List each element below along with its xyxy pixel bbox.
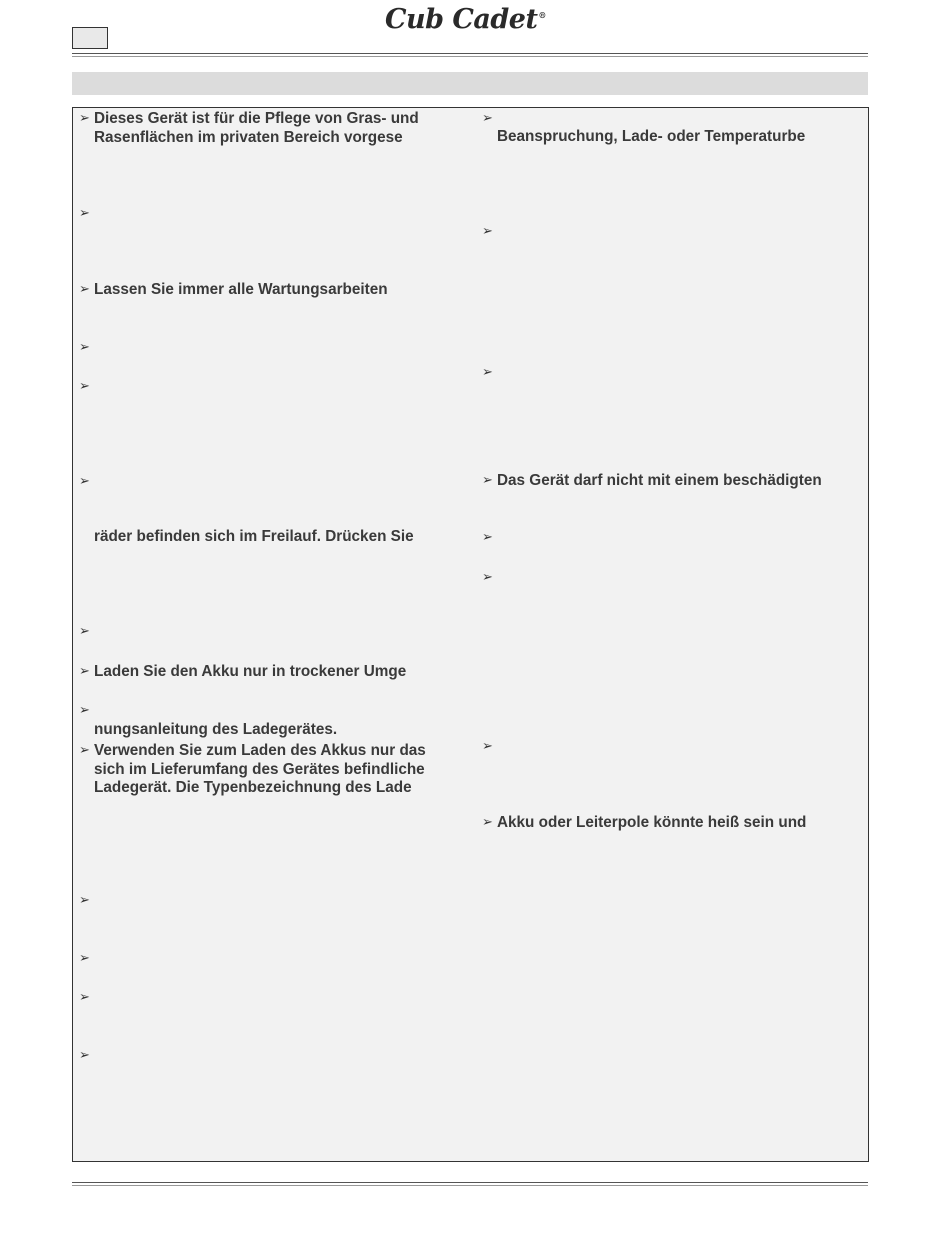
arrow-bullet-icon: ➢ [79,206,90,221]
safety-content-box [72,107,869,1162]
arrow-bullet-icon: ➢ [482,739,493,754]
arrow-bullet-icon: ➢ [482,473,493,488]
list-item-continuation [79,528,459,547]
list-item-text: Dieses Gerät ist für die Pflege von Gras- und Rasenflächen im privaten Bereich vorgese [94,110,419,146]
header-rule [72,53,868,54]
list-item-continuation [482,128,862,147]
list-item-text: Akku oder Leiterpole könnte heiß sein und [497,814,807,831]
list-item [79,663,459,682]
header-rule-secondary [72,56,868,57]
arrow-bullet-icon: ➢ [482,224,493,239]
arrow-bullet-icon: ➢ [79,703,90,718]
list-item [482,472,862,491]
arrow-bullet-icon: ➢ [79,990,90,1005]
list-item [79,281,459,300]
arrow-bullet-icon: ➢ [482,530,493,545]
arrow-bullet-icon: ➢ [79,664,90,679]
page-number-box [72,27,108,49]
list-item-text: Das Gerät darf nicht mit einem beschädigten [497,472,822,489]
list-item-text: Beanspruchung, Lade- oder Temperaturbe [497,128,806,145]
arrow-bullet-icon: ➢ [482,570,493,585]
arrow-bullet-icon: ➢ [79,379,90,394]
arrow-bullet-icon: ➢ [482,111,493,126]
list-item-text: nungsanleitung des Ladegerätes. [94,721,338,738]
list-item-continuation [79,721,459,740]
list-item-text: räder befinden sich im Freilauf. Drücken Sie [94,528,414,545]
arrow-bullet-icon: ➢ [79,951,90,966]
list-item [482,814,862,833]
arrow-bullet-icon: ➢ [482,815,493,830]
arrow-bullet-icon: ➢ [482,365,493,380]
arrow-bullet-icon: ➢ [79,893,90,908]
arrow-bullet-icon: ➢ [79,340,90,355]
list-item [79,110,459,147]
arrow-bullet-icon: ➢ [79,282,90,297]
list-item-text: Laden Sie den Akku nur in trockener Umge [94,663,407,680]
cub-cadet-logo: Cub Cadet® [385,4,546,35]
arrow-bullet-icon: ➢ [79,474,90,489]
arrow-bullet-icon: ➢ [79,111,90,126]
arrow-bullet-icon: ➢ [79,743,90,758]
section-heading-bar [72,72,868,95]
footer-rule-secondary [72,1185,868,1186]
list-item [79,742,459,798]
arrow-bullet-icon: ➢ [79,624,90,639]
footer-rule [72,1182,868,1183]
list-item-text: Lassen Sie immer alle Wartungsarbeiten [94,281,388,298]
list-item-text: Verwenden Sie zum Laden des Akkus nur das sich im Lieferumfang des Gerätes befindliche Ladegerät. Die Typenbezeichnung des Lade [94,742,426,796]
arrow-bullet-icon: ➢ [79,1048,90,1063]
